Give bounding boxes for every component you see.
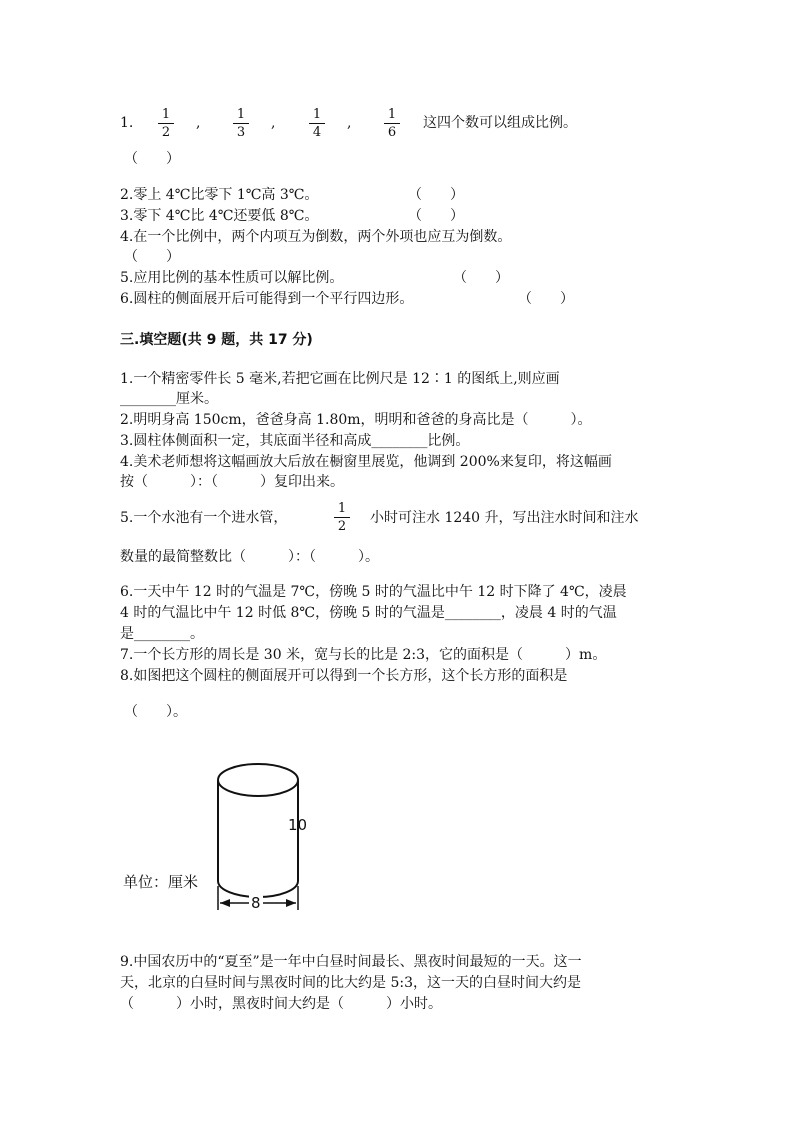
fraction-denominator: 2 <box>161 125 171 140</box>
judge-q3-text: 3.零下 4℃比 4℃还要低 8℃。 <box>120 208 319 224</box>
fraction-bar <box>309 123 325 124</box>
judge-q1-fraction-1 <box>158 107 174 140</box>
fraction-bar <box>233 123 249 124</box>
cylinder-drawing <box>118 755 328 915</box>
fill-q4-line1: 4.美术老师想将这幅画放大后放在橱窗里展览，他调到 200%来复印，将这幅画 <box>120 454 612 470</box>
fill-q1-line2: ________厘米。 <box>120 391 218 407</box>
judge-q2-answer-paren: （ ） <box>408 187 464 203</box>
judge-q1-number: 1. <box>120 115 134 131</box>
judge-q1-comma-2: , <box>271 115 276 131</box>
judge-q1-answer-paren: （ ） <box>124 151 180 167</box>
fill-q8-line1: 8.如图把这个圆柱的侧面展开可以得到一个长方形，这个长方形的面积是 <box>120 668 568 684</box>
fraction-numerator: 1 <box>337 501 347 516</box>
fill-q5-part1: 5.一个水池有一个进水管， <box>120 510 288 526</box>
judge-q5-answer-paren: （ ） <box>453 270 509 286</box>
unit-label: 单位：厘米 <box>123 873 199 891</box>
fraction-numerator: 1 <box>312 107 322 122</box>
arrowhead-right <box>286 899 296 907</box>
judge-q1-fraction-4 <box>384 107 400 140</box>
fill-q8-line2: （ ）。 <box>124 704 187 720</box>
fraction-numerator: 1 <box>161 107 171 122</box>
section-heading: 三.填空题(共 9 题，共 17 分) <box>120 332 313 348</box>
judge-q1-comma-3: , <box>347 115 352 131</box>
fill-q9-line3: （ ）小时，黑夜时间大约是（ ）小时。 <box>120 996 442 1012</box>
cylinder-height-label: 10 <box>288 816 308 834</box>
judge-q4-answer-paren: （ ） <box>124 249 180 265</box>
fill-q6-line2: 4 时的气温比中午 12 时低 8℃，傍晚 5 时的气温是________，凌晨 4 时的气温 <box>120 605 617 621</box>
judge-q1-fraction-2 <box>233 107 249 140</box>
judge-q1-comma-1: , <box>196 115 201 131</box>
judge-q3-answer-paren: （ ） <box>408 208 464 224</box>
cylinder-figure <box>118 755 328 915</box>
cylinder-top-ellipse <box>218 764 298 796</box>
fill-q6-line3: 是________。 <box>120 626 204 642</box>
judge-q6-text: 6.圆柱的侧面展开后可能得到一个平行四边形。 <box>120 291 414 307</box>
fill-q6-line1: 6.一天中午 12 时的气温是 7℃，傍晚 5 时的气温比中午 12 时下降了 4℃，凌晨 <box>120 584 627 600</box>
fill-q5-line2: 数量的最简整数比（ ）：（ ）。 <box>120 549 379 565</box>
fill-q2-text: 2.明明身高 150cm，爸爸身高 1.80m，明明和爸爸的身高比是（ ）。 <box>120 412 592 428</box>
fill-q9-line1: 9.中国农历中的“夏至”是一年中白昼时间最长、黑夜时间最短的一天。这一 <box>120 954 582 970</box>
fill-q5-fraction <box>334 501 350 534</box>
fraction-bar <box>384 123 400 124</box>
fraction-denominator: 3 <box>236 125 246 140</box>
fraction-numerator: 1 <box>387 107 397 122</box>
judge-q1-fraction-3 <box>309 107 325 140</box>
fraction-denominator: 6 <box>387 125 397 140</box>
fraction-denominator: 2 <box>337 519 347 534</box>
judge-q5-text: 5.应用比例的基本性质可以解比例。 <box>120 270 344 286</box>
fraction-bar <box>334 517 350 518</box>
arrowhead-left <box>220 899 230 907</box>
fill-q9-line2: 天，北京的白昼时间与黑夜时间的比大约是 5:3，这一天的白昼时间大约是 <box>120 975 581 991</box>
fraction-denominator: 4 <box>312 125 322 140</box>
fill-q5-part2: 小时可注水 1240 升，写出注水时间和注水 <box>370 510 639 526</box>
judge-q6-answer-paren: （ ） <box>518 291 574 307</box>
fill-q7-text: 7.一个长方形的周长是 30 米，宽与长的比是 2:3，它的面积是（ ）m。 <box>120 647 607 663</box>
fill-q3-text: 3.圆柱体侧面积一定，其底面半径和高成________比例。 <box>120 433 470 449</box>
judge-q2-text: 2.零上 4℃比零下 1℃高 3℃。 <box>120 187 319 203</box>
fraction-bar <box>158 123 174 124</box>
judge-q1-text: 这四个数可以组成比例。 <box>423 115 577 131</box>
fill-q1-line1: 1.一个精密零件长 5 毫米,若把它画在比例尺是 12∶1 的图纸上,则应画 <box>120 371 560 387</box>
judge-q4-text: 4.在一个比例中，两个内项互为倒数，两个外项也应互为倒数。 <box>120 229 512 245</box>
cylinder-diameter-label: 8 <box>251 894 261 912</box>
fraction-numerator: 1 <box>236 107 246 122</box>
fill-q4-line2: 按（ ）：（ ）复印出来。 <box>120 474 344 490</box>
